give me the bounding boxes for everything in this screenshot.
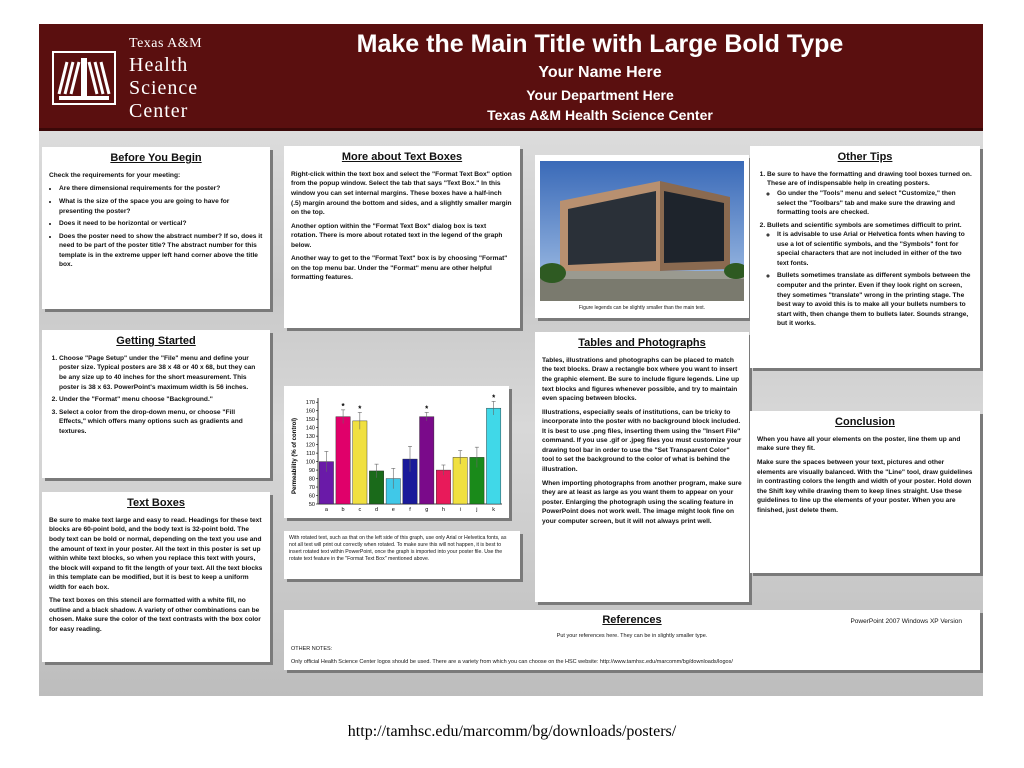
list-item-text: Be sure to have the formatting and drawing tool boxes turned on. These are of indispensable help in creating posters.: [767, 170, 972, 188]
y-tick-label: 60: [308, 493, 315, 500]
y-tick-label: 170: [305, 400, 315, 407]
sub-list-item: ◦ Go under the "Tools" menu and select "Customize," then select the "Toolbars" tab and make sure the drawing and formatting tools are checked.: [777, 189, 973, 218]
y-tick-label: 110: [306, 451, 315, 458]
main-title: Make the Main Title with Large Bold Type: [356, 30, 844, 58]
more-about-text-boxes-box: [284, 146, 520, 328]
bar: [336, 417, 350, 504]
x-tick-label: j: [476, 507, 478, 513]
logo-text-center: Center: [129, 100, 189, 122]
y-tick-label: 160: [305, 408, 315, 415]
logo-text-science: Science: [129, 77, 199, 99]
sub-list-item: ◦ Bullets sometimes translate as different symbols between the computer and the printer. Even if they look right on screen, they sometimes "translate" wrong in the printing stage. The best way to avoid this is to make all your bullets numbers to start with, then change them to bullets later. Sounds strange, but it works.: [777, 271, 973, 328]
x-tick-label: e: [391, 507, 395, 513]
building-photo: [540, 161, 744, 301]
significance-star: *: [425, 404, 429, 414]
bar: [486, 408, 500, 504]
x-tick-label: b: [341, 507, 345, 513]
figure-legend: Figure legends can be slightly smaller than the main text.: [578, 305, 706, 311]
sub-list-item: ◦ It is advisable to use Arial or Helvetica fonts when having to use a lot of scientific symbols, and the "Symbols" font for special characters that are not included in either of the two text fonts.: [777, 230, 973, 268]
bar-chart: [284, 386, 509, 518]
section-heading: Other Tips: [837, 151, 893, 163]
y-tick-label: 50: [308, 502, 315, 508]
getting-started-box: [42, 330, 270, 478]
list-item: • Are there dimensional requirements for the poster?: [59, 184, 263, 194]
paragraph: When importing photographs from another program, make sure they are at least as large as you want them to appear on your poster. Enlarging the photograph using the scaling feature in PowerPoint does not work well. The image might look fine on your computer screen, but it will not always print well.: [542, 479, 742, 525]
paragraph: The text boxes on this stencil are formatted with a white fill, no outline and a black shadow. A variety of other combinations can be chosen. Make sure the color of the text contrasts with the box color for easy reading.: [49, 597, 261, 633]
list-item: 3. Select a color from the drop-down menu, or choose "Fill Effects," which offers many options such as gradients and textures.: [59, 408, 263, 437]
tamhsc-logo: [51, 36, 221, 122]
photo-box: [535, 155, 749, 318]
section-intro: Check the requirements for your meeting:: [49, 171, 181, 179]
list-item: 1. Choose "Page Setup" under the "File" menu and define your poster size. Typical posters are 38 x 48 or 40 x 68, but they can be any size up to 40 inches for the short measurement. This poster is 38 x 63. PowerPoint's maximum width is 56 inches.: [59, 354, 263, 392]
bar: [453, 457, 467, 504]
y-tick-label: 140: [305, 425, 315, 432]
y-tick-label: 150: [305, 417, 315, 424]
y-tick-label: 120: [305, 442, 315, 449]
list-item: • Does it need to be horizontal or vertical?: [59, 219, 263, 229]
x-tick-label: i: [459, 507, 461, 513]
x-tick-label: f: [409, 507, 411, 513]
significance-star: *: [492, 393, 496, 403]
section-heading: Tables and Photographs: [578, 337, 706, 349]
tables-and-photographs-box: [535, 332, 749, 602]
other-notes-label: OTHER NOTES:: [291, 646, 333, 652]
x-tick-label: d: [375, 507, 379, 513]
x-tick-label: k: [492, 507, 496, 513]
y-tick-label: 130: [305, 434, 315, 441]
before-you-begin-box: [42, 147, 270, 309]
x-tick-label: g: [425, 507, 429, 513]
chart-caption: With rotated text, such as that on the left side of this graph, use only Arial or Helvetica fonts, as not all text will print out correctly when rotated. To make sure this will not happen, it is best to insert rotated text within PowerPoint, once the graph is imported into your poster file. Use the rotate text feature in the "Format Text Box" mentioned above.: [289, 535, 507, 563]
y-tick-label: 70: [308, 485, 315, 492]
list-item: • What is the size of the space you are going to have for presenting the poster?: [59, 197, 263, 216]
x-tick-label: c: [358, 507, 362, 513]
chart-caption-box: [284, 531, 520, 579]
logo-text-health: Health: [129, 54, 189, 76]
text-boxes-box: [42, 492, 270, 662]
y-tick-label: 100: [305, 459, 315, 466]
list-item: [767, 221, 973, 329]
title-banner: [39, 24, 983, 131]
references-placeholder: Put your references here. They can be in slightly smaller type.: [556, 633, 708, 639]
author-name: Your Name Here: [538, 64, 662, 81]
section-heading: Before You Begin: [110, 152, 202, 164]
paragraph: Make sure the spaces between your text, pictures and other elements are visually balanced. With the "Line" tool, draw guidelines in contrasting colors the length and width of your poster. Hold down the Shift key while drawing them to keep lines straight. Use these guidelines to line up the elements of your poster. When you are finished, just delete them.: [757, 459, 973, 514]
significance-star: *: [358, 404, 362, 414]
list-item: • Does the poster need to show the abstract number? If so, does it need to be part of the poster title? The abstract number for this template is in the extreme upper left hand corner above the title box.: [59, 232, 263, 270]
footer-url: http://tamhsc.edu/marcomm/bg/downloads/posters/: [347, 723, 677, 740]
list-item: [767, 170, 973, 218]
logo-text-texas-am: Texas A&M: [129, 36, 203, 51]
paragraph: When you have all your elements on the poster, line them up and make sure they fit.: [757, 435, 961, 453]
section-heading: More about Text Boxes: [341, 151, 463, 163]
paragraph: Right-click within the text box and select the "Format Text Box" option from the popup window. Select the tab that says "Text Box." In this window you can set internal margins. These boxes have a half-inch (.5) margin around the bottom and sides, and a slightly smaller margin on the top.: [291, 170, 512, 217]
version-note: PowerPoint 2007 Windows XP Version: [850, 618, 962, 625]
section-heading: Text Boxes: [127, 497, 185, 509]
list-item-text: Bullets and scientific symbols are sometimes difficult to print.: [767, 221, 962, 229]
institution: Texas A&M Health Science Center: [487, 107, 713, 123]
hsc-shield-icon: [51, 50, 117, 106]
y-tick-label: 90: [308, 468, 315, 475]
y-tick-label: 80: [308, 476, 315, 483]
poster: [39, 24, 983, 696]
chart-box: [284, 386, 509, 518]
paragraph: Another way to get to the "Format Text" box is by choosing "Format" on the top menu bar. Under the "Format" menu are other helpful formatting features.: [291, 255, 508, 282]
significance-star: *: [341, 401, 345, 411]
section-heading: Getting Started: [116, 335, 196, 347]
paragraph: Illustrations, especially seals of institutions, can be tricky to incorporate into the poster with no background block included. It is best to use .png files, inserting them using the "Insert File" command. If you use .gif or .jpeg files you must customize your drawing tool bar in order to use the "Set Transparent Color" tool to set the background to the color of what is behind the illustration.: [542, 408, 742, 473]
conclusion-box: [750, 411, 980, 573]
references-box: [284, 610, 980, 670]
other-tips-box: [750, 146, 980, 368]
section-heading: References: [602, 614, 662, 626]
bar: [436, 470, 450, 504]
paragraph: Tables, illustrations and photographs can be placed to match the text blocks. Draw a rectangle box where you want to insert the graphic element. Be sure to include figure legends. Line up text blocks and figures whenever possible, and try to maintain even spacing between blocks.: [542, 356, 740, 403]
paragraph: Be sure to make text large and easy to read. Headings for these text blocks are 60-point bold, and the body text is 32-point bold. The body text can be bold or normal, depending on the text you use and the amount of text in your poster. All the text in this poster is set up within white text blocks, so when you replace this text with yours, the block will expand to fit the length of your text. All the text blocks in this template can be modified, but it is best to keep a uniform width for each box.: [49, 516, 263, 591]
bar: [353, 421, 367, 504]
x-tick-label: h: [441, 507, 445, 513]
paragraph: Another option within the "Format Text Box" dialog box is text rotation. There is more about rotated text in the legend of the graph below.: [291, 222, 503, 249]
bar: [420, 417, 434, 504]
logos-note: Only official Health Science Center logos should be used. There are a variety from which you can choose on the HSC website: http://www.tamhsc.edu/marcomm/bg/downloads/logos/: [291, 659, 733, 665]
chart-ylabel: Permeability (% of control): [292, 417, 298, 495]
x-tick-label: a: [324, 507, 328, 513]
section-heading: Conclusion: [835, 416, 895, 428]
list-item: 2. Under the "Format" menu choose "Background.": [59, 395, 263, 405]
department: Your Department Here: [526, 87, 674, 103]
